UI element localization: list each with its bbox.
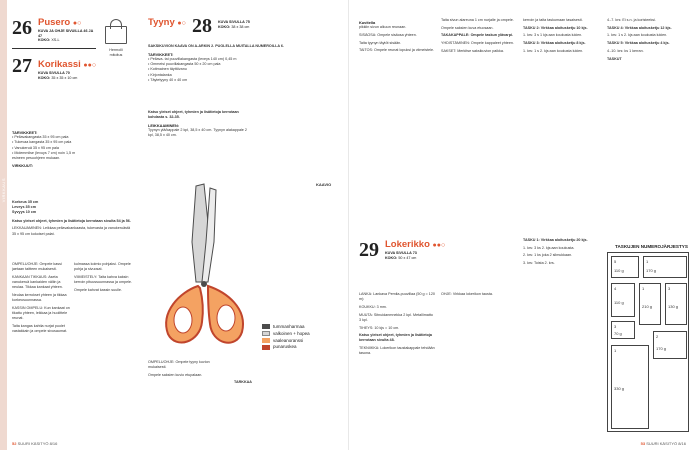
- pattern-29-ref: KUVA SIVULLA 73: [385, 251, 417, 255]
- pocket-1-bottom: 1 330 g: [611, 345, 649, 429]
- paragraph: pikkiin sivun alkuun reunaan.: [359, 25, 407, 30]
- pattern-26-number: 26: [12, 17, 32, 39]
- material-item: • Molemmilse (levuys 7 cm) noin 1,5 m: [12, 150, 76, 155]
- pocket-1-mid: 1 210 g: [639, 283, 661, 325]
- measurements-heading: VIRKKUUT:: [12, 163, 33, 169]
- material-item: • Täytetyyny 40 x 40 cm: [148, 77, 188, 82]
- paragraph: YHDISTÄMINEN: Ompele kappaleet yhteen.: [441, 41, 514, 46]
- paragraph: TASKU 4: Virkkaa aloitusketju 12 kjs.: [607, 25, 672, 30]
- column-heading: Kuvitella: [359, 20, 376, 25]
- paragraph: kulmassa kolmio pohjaksi. Ompele pohja ja sivuosat.: [74, 262, 131, 272]
- cutting-heading: LEIKKAAMINEN:: [148, 122, 180, 128]
- material-item: • Pellavakangasta 35 x 95 cm pala: [12, 135, 69, 140]
- lokerikko-col3: [523, 238, 601, 432]
- paragraph: TAKAKAPPALE: Ompele taskun ylävarpi.: [441, 33, 513, 38]
- paragraph: Ompele kahvat kassin suulle.: [74, 287, 122, 292]
- general-instructions: Katso yleiset ohjeet, tyhmien ja lisätietoja kerrotaan sivulta 54 ja 56.: [12, 218, 131, 223]
- pattern-28-title: Tyyny ●○: [148, 17, 186, 28]
- pattern-28-number: 28: [192, 15, 212, 37]
- paragraph: TASKU 2: Virkkaa aloitusketju 10 kjs.: [523, 25, 588, 30]
- paragraph: 4.-7. krs: Ei s.n. ja koristeeksi.: [607, 18, 656, 22]
- color-legend: [262, 324, 342, 351]
- paragraph: MUUTA: Sitnuidanmnekka 2 kpl. Metallimatto 3 kpl.: [359, 312, 433, 322]
- paragraph: TASKU 5: Virkkaa aloitusketju 4 kjs.: [607, 41, 670, 46]
- pocket-chart: [607, 252, 689, 432]
- legend-item: tummanharmaa: [262, 324, 342, 331]
- right-col3: [523, 18, 601, 238]
- pocket-5: 5 110 g: [611, 256, 639, 278]
- paragraph: 1. krs: 1 s 2. kjs:aan koukusta lukien.: [523, 48, 584, 53]
- paragraph: KOUKKU: 3 mm.: [359, 304, 387, 309]
- legend-item: vaaleanoranssi: [262, 338, 342, 345]
- intro-text: esineen pesuohjeen mukaan.: [12, 156, 61, 161]
- pattern-29-size: KOKO: 50 x 47 cm: [385, 255, 417, 260]
- pocket-3-large: 3 130 g: [665, 283, 687, 325]
- paragraph: KANKAAN TIKKAUS: Aseta vanukeruä kankaiden väliin ja neulaa. Tikkaa kankaat yhteen.: [12, 274, 63, 290]
- pattern-27-number: 27: [12, 55, 32, 77]
- lokerikko-col2: [441, 292, 517, 432]
- material-item: • Vanukeruä 35 x 95 cm pala: [12, 145, 59, 150]
- divider: [12, 48, 96, 49]
- paragraph: SAKSET: Merkitse saksikuvion paikka.: [441, 48, 504, 53]
- lokerikko-col1: [359, 292, 435, 432]
- paragraph: KASSIN OMPELU: Kun kankaat on tikattu yhteen, leikkaa ja huolittele reunat.: [12, 305, 70, 321]
- pattern-27-size: KOKO: 35 x 35 x 10 cm: [38, 75, 78, 80]
- korikassi-materials: [12, 128, 132, 200]
- scissors-blades: [192, 184, 216, 282]
- paragraph: OMPELUOHJE: Ompele tyyny kuvion mukaisesti.: [148, 360, 210, 370]
- general-instructions: Katso yleiset ohjeet, tyhmien ja lisätietoja kerrotaan kohdasta s. 32-35.: [148, 110, 239, 120]
- korikassi-measurements: [12, 200, 132, 260]
- left-footer: [12, 441, 57, 446]
- legend-item: punaruskea: [262, 344, 342, 351]
- paragraph: 2. krs: 1 ks joka 2 silmukkaan.: [523, 253, 573, 258]
- right-col2: [441, 18, 517, 238]
- paragraph: 1. krs: 3 ks 2. kjs:aan koukusta.: [523, 245, 575, 250]
- pattern-29-number: 29: [359, 239, 379, 261]
- paragraph: TAITOS: Ompele reunat lopuksi ja viimeistele.: [359, 48, 435, 53]
- paragraph: 1. krs: 3 s 1 kjs:aan koukusta lukien.: [523, 33, 583, 38]
- legend-item: valkoinen + hopea: [262, 331, 342, 338]
- paragraph: Katso yleiset ohjeet, tyhmien ja lisätietoja kerrotaan sivulta 48.: [359, 333, 432, 343]
- paragraph: Neulaa kerrokset yhteen ja tikkaa korkeusuunnassa.: [12, 293, 67, 303]
- material-item: • Kotimainen täyttövanu: [148, 67, 187, 72]
- width-line: Leveys 35 cm: [12, 205, 36, 210]
- pattern-28-ref: KUVA SIVULLA 75: [218, 20, 250, 24]
- tyyny-instructions: [148, 110, 248, 190]
- paragraph: Ompele saksien kuva etuosaan.: [441, 25, 494, 30]
- height-line: Korkeus 35 cm: [12, 200, 39, 204]
- scissors-handles: [166, 286, 243, 343]
- page-number: 53: [640, 441, 646, 446]
- side-tab-label: VIRKKAUS: [1, 178, 6, 203]
- paragraph: TASKU 1: Virkkaa aloitusketju 20 kjs.: [523, 238, 588, 242]
- material-item: • Pellava- tai puuvillakangasta (leveys 140 cm) 0,45 m: [148, 56, 237, 61]
- materials-heading: TARVIKKEET:: [12, 130, 38, 135]
- paragraph: Taita tyynyn täytöt sisään.: [359, 40, 402, 45]
- paragraph: kerroin ja taita taskumaan tasaisesti.: [523, 18, 583, 22]
- pattern-26-size: KOKO: XS-L: [38, 38, 60, 42]
- paragraph: OMPELUOHJE: Ompele kassi jaetaan taitteen mukaisesti.: [12, 262, 62, 272]
- paragraph: 3. krs: Toista 2. krs.: [523, 261, 555, 266]
- materials-heading: TARVIKKEET:: [148, 51, 174, 57]
- pattern-26-ref: KUVA JA OHJE SIVUILLA 46 JA 47: [38, 29, 94, 38]
- korikassi-col2: [74, 262, 132, 432]
- right-col1: [359, 18, 435, 238]
- cutting-instructions: LEKKAUAMINEN: Leikkaa pellavakankaasta, tukevasta ja vanukeruästä 35 x 95 cm kokoiset palat.: [12, 226, 131, 236]
- pocket-chart-title: TASKUJEN NUMEROJÄRJESTYS: [615, 244, 688, 249]
- cutting-instructions: Tyynyn ylä/kappale 2 kpl, 38,5 x 40 cm. Tyynyn alakappale 2 kpl, 38,5 x 40 cm.: [148, 128, 247, 138]
- pattern-27-title: Korikassi ●●○: [38, 59, 97, 70]
- korikassi-col1: [12, 262, 70, 432]
- paragraph: Ompele saksien kuvio etupalaan.: [148, 372, 203, 377]
- pattern-29-title: Lokerikko ●●○: [385, 239, 446, 250]
- material-item: • Kirjontalanka: [148, 72, 172, 77]
- page-number: 52: [12, 441, 17, 446]
- pocket-3-small: 3 70 g: [611, 321, 635, 339]
- paragraph: Taita sivun alareuna 1 cm nurjalle ja ompele.: [441, 18, 514, 22]
- pattern-27-ref: KUVA SIVULLA 70: [38, 71, 70, 75]
- right-footer: [641, 441, 686, 446]
- paragraph: VIIMEISTELY: Taita kahva kaksin kerroin pituussuunnassa ja ompele.: [74, 274, 132, 285]
- pocket-2: 2 170 g: [653, 331, 687, 359]
- pocket-1-top: 1 170 g: [643, 256, 687, 278]
- magazine-name: SUURI KÄSITYÖ 8/16: [17, 441, 58, 446]
- bag-sketch: [101, 18, 131, 46]
- paragraph: TASKUT: [607, 56, 622, 61]
- paragraph: OHJE: Virkkaa lokerikon tausta.: [441, 292, 493, 296]
- material-item: • Ommeisi puuvillakangasta 50 x 20 cm pala: [148, 62, 221, 67]
- magazine-name: SUURI KÄSITYÖ 8/16: [646, 441, 686, 446]
- paragraph: 4.-10. krs: ks 1 kerran.: [607, 48, 644, 53]
- pocket-4: 4 110 g: [611, 283, 635, 317]
- note-label: TARKKAA: [234, 380, 252, 384]
- scissors-pivot: [201, 281, 207, 287]
- material-item: • Tukevaa kangasta 35 x 95 cm pala: [12, 140, 72, 145]
- paragraph: TEKNIIKKA: Lokerikon taustakappale tehdään tasona.: [359, 346, 435, 356]
- scissors-illustration: [150, 182, 262, 352]
- paragraph: 1. krs: 1 s 2. kjs:aan koukusta lukien.: [607, 33, 668, 38]
- right-page: [348, 0, 696, 450]
- pattern-sheet-note: SAKSIKUVION KAAVA ON A-ARKIN 2. PUOLELLA MUITALLA NUMEROILLA 6.: [148, 44, 284, 48]
- paragraph: TIHEYS: 10 kjs = 10 cm.: [359, 325, 400, 330]
- paragraph: Taita kangas kahtia nurjat puolet vastakkain ja ompele sivusaumat.: [12, 324, 68, 334]
- right-col4: [607, 18, 687, 228]
- tyyny-bottom-text: [148, 360, 228, 432]
- model-label: Hermolli mitoitus: [109, 48, 123, 57]
- figure-label: KAAVIO: [316, 182, 332, 187]
- paragraph: LANKA: Lankava Pemila-puuvillaa (50 g = 120 m):: [359, 292, 435, 302]
- paragraph: SISÄOSA: Ompele sisäosa yhteen.: [359, 32, 417, 37]
- side-tab: [0, 0, 7, 450]
- tyyny-materials: [148, 44, 338, 108]
- pattern-28-size: KOKO: 38 x 38 cm: [218, 24, 250, 29]
- paragraph: TASKU 3: Virkkaa aloitusketju 8 kjs.: [523, 41, 586, 46]
- pattern-26-title: Pusero ●○: [38, 17, 82, 28]
- depth-line: Syvyys 10 cm: [12, 210, 37, 215]
